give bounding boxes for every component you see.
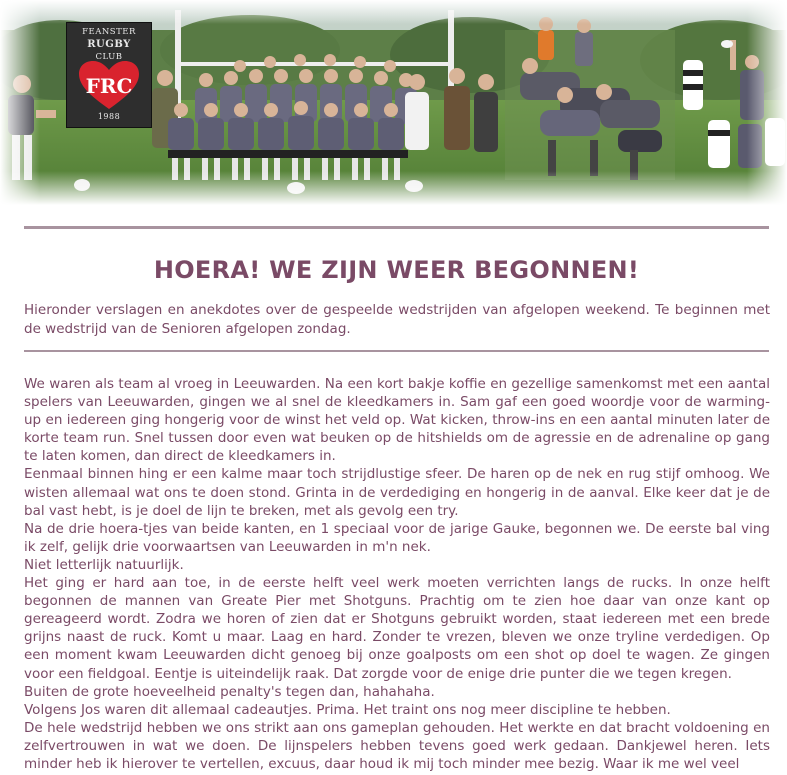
logo-monogram: FRC bbox=[85, 74, 133, 98]
logo-text-line3: CLUB bbox=[95, 52, 123, 62]
article-paragraph: Na de drie hoera-tjes van beide kanten, en 1 speciaal voor de jarige Gauke, begonnen we. De eerste bal ving ik zelf, gelijk drie voorwaartsen van Leeuwarden in m'n nek. bbox=[24, 520, 770, 555]
heart-icon bbox=[79, 61, 139, 111]
logo-text-line1: FEANSTER bbox=[82, 27, 136, 37]
article-body bbox=[24, 375, 770, 773]
article-paragraph: Volgens Jos waren dit allemaal cadeautjes. Prima. Het traint ons nog meer discipline te hebben. bbox=[24, 701, 671, 718]
banner-fade-top bbox=[0, 0, 787, 24]
intro-divider bbox=[24, 350, 769, 352]
top-divider bbox=[24, 226, 769, 229]
article-paragraph: Buiten de grote hoeveelheid penalty's tegen dan, hahahaha. bbox=[24, 683, 435, 700]
logo-year: 1988 bbox=[97, 112, 121, 121]
page-title: HOERA! WE ZIJN WEER BEGONNEN! bbox=[153, 256, 640, 284]
banner-fade-bottom bbox=[0, 171, 787, 205]
club-logo bbox=[66, 22, 152, 128]
logo-text-line2: RUGBY bbox=[87, 39, 131, 50]
header-banner bbox=[0, 0, 787, 205]
article-paragraph: De hele wedstrijd hebben we ons strikt aan ons gameplan gehouden. Het werkte en dat bracht voldoening en zelfvertrouwen in wat we doen. De lijnspelers hebben tevens goed werk gedaan. Dankjewel heren. Iets minder heb ik hierover te vertellen, excuus, daar houd ik mij toch minder mee bezig. Waar ik me wel veel bbox=[24, 719, 770, 772]
article-paragraph: Het ging er hard aan toe, in de eerste helft veel werk moeten verrichten langs de rucks. In onze helft begonnen de mannen van Greate Pier met Shotguns. Prachtig om te zien hoe daar van onze kant op gereageerd wordt. Zodra we horen of zien dat er Shotguns gebruikt worden, staat iedereen met een brede grijns naast de ruck. Komt u maar. Laag en hard. Zonder te vrezen, bleven we onze tryline verdedigen. Op een moment kwam Leeuwarden dicht genoeg bij onze goalposts om een shot op doel te wagen. Ze gingen voor een fieldgoal. Eentje is uiteindelijk raak. Dat zorgde voor de enige drie punter die we tegen kregen. bbox=[24, 575, 770, 682]
article-paragraph: Niet letterlijk natuurlijk. bbox=[24, 556, 184, 573]
article-paragraph: We waren als team al vroeg in Leeuwarden. Na een kort bakje koffie en gezellige samenkomst met een aantal spelers van Leeuwarden, gingen we al snel de kleedkamers in. Sam gaf een goed woordje voor de warming-up en iedereen ging hongerig voor de winst het veld op. Wat kicken, throw-ins en een aantal minuten later de korte team run. Snel tussen door even wat beuken op de hitshields om de agressie en de adrenaline op gang te laten komen, dan direct de kleedkamers in. bbox=[24, 376, 770, 465]
article-paragraph: Eenmaal binnen hing er een kalme maar toch strijdlustige sfeer. De haren op de nek en rug stijf omhoog. We wisten allemaal wat ons te doen stond. Grinta in de verdediging en hongerig in de aanval. Elke keer dat je de bal vast hebt, is je doel de lijn te breken, met als gevolg een try. bbox=[24, 466, 770, 519]
article-intro: Hieronder verslagen en anekdotes over de gespeelde wedstrijden van afgelopen weekend. Te beginnen met de wedstrijd van de Senioren afgelopen zondag. bbox=[24, 302, 770, 337]
